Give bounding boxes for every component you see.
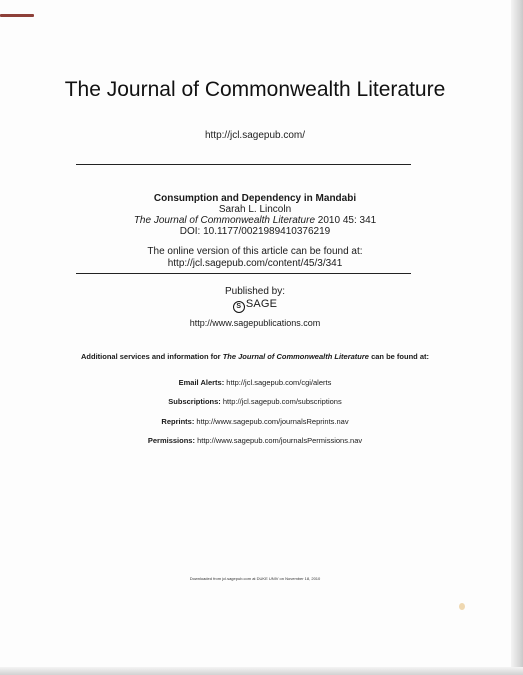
service-label: Permissions: <box>147 436 195 445</box>
service-permissions <box>70 436 440 445</box>
sage-s-icon: S <box>233 301 245 313</box>
citation-journal: The Journal of Commonwealth Literature <box>133 215 316 226</box>
online-version-label: The online version of this article can be found at: <box>147 246 363 257</box>
service-label: Reprints: <box>161 417 195 426</box>
sage-logo-text: SAGE <box>245 298 278 310</box>
page-edge-shadow-right <box>511 0 523 675</box>
journal-title: The Journal of Commonwealth Literature <box>64 78 446 101</box>
publisher-block <box>60 286 450 329</box>
download-note: Downloaded from jcl.sagepub.com at DUKE UNIV on November 18, 2010 <box>189 576 321 581</box>
publisher-url[interactable]: http://www.sagepublications.com <box>189 318 321 328</box>
scan-artifact-mark <box>0 14 34 17</box>
middle-divider <box>76 273 411 274</box>
service-label: Subscriptions: <box>168 397 221 406</box>
online-version-url[interactable]: http://jcl.sagepub.com/content/45/3/341 <box>167 258 343 269</box>
service-url[interactable]: http://www.sagepub.com/journalsReprints.nav <box>196 417 349 426</box>
sage-logo <box>233 298 277 313</box>
page-edge-shadow-bottom <box>0 667 523 675</box>
service-url[interactable]: http://www.sagepub.com/journalsPermissions.nav <box>197 436 363 445</box>
journal-url[interactable]: http://jcl.sagepub.com/ <box>204 130 306 141</box>
service-reprints <box>70 417 440 426</box>
article-info <box>60 193 450 237</box>
article-citation <box>60 215 450 226</box>
article-doi: DOI: 10.1177/0021989410376219 <box>179 226 331 237</box>
article-title: Consumption and Dependency in Mandabi <box>153 193 357 204</box>
service-subscriptions <box>70 397 440 406</box>
service-url[interactable]: http://jcl.sagepub.com/cgi/alerts <box>226 378 332 387</box>
online-version <box>60 246 450 270</box>
service-email-alerts <box>70 378 440 387</box>
services-heading <box>70 352 440 361</box>
service-url[interactable]: http://jcl.sagepub.com/subscriptions <box>222 397 342 406</box>
citation-volume: 2010 45: 341 <box>317 215 377 226</box>
article-author: Sarah L. Lincoln <box>218 204 292 215</box>
scan-artifact-stain <box>459 603 465 610</box>
top-divider <box>76 164 411 165</box>
services-heading-prefix: Additional services and information for <box>81 352 221 361</box>
published-by-label: Published by: <box>224 286 286 297</box>
service-label: Email Alerts: <box>178 378 225 387</box>
services-heading-suffix: can be found at: <box>371 352 429 361</box>
services-heading-journal: The Journal of Commonwealth Literature <box>222 352 369 361</box>
